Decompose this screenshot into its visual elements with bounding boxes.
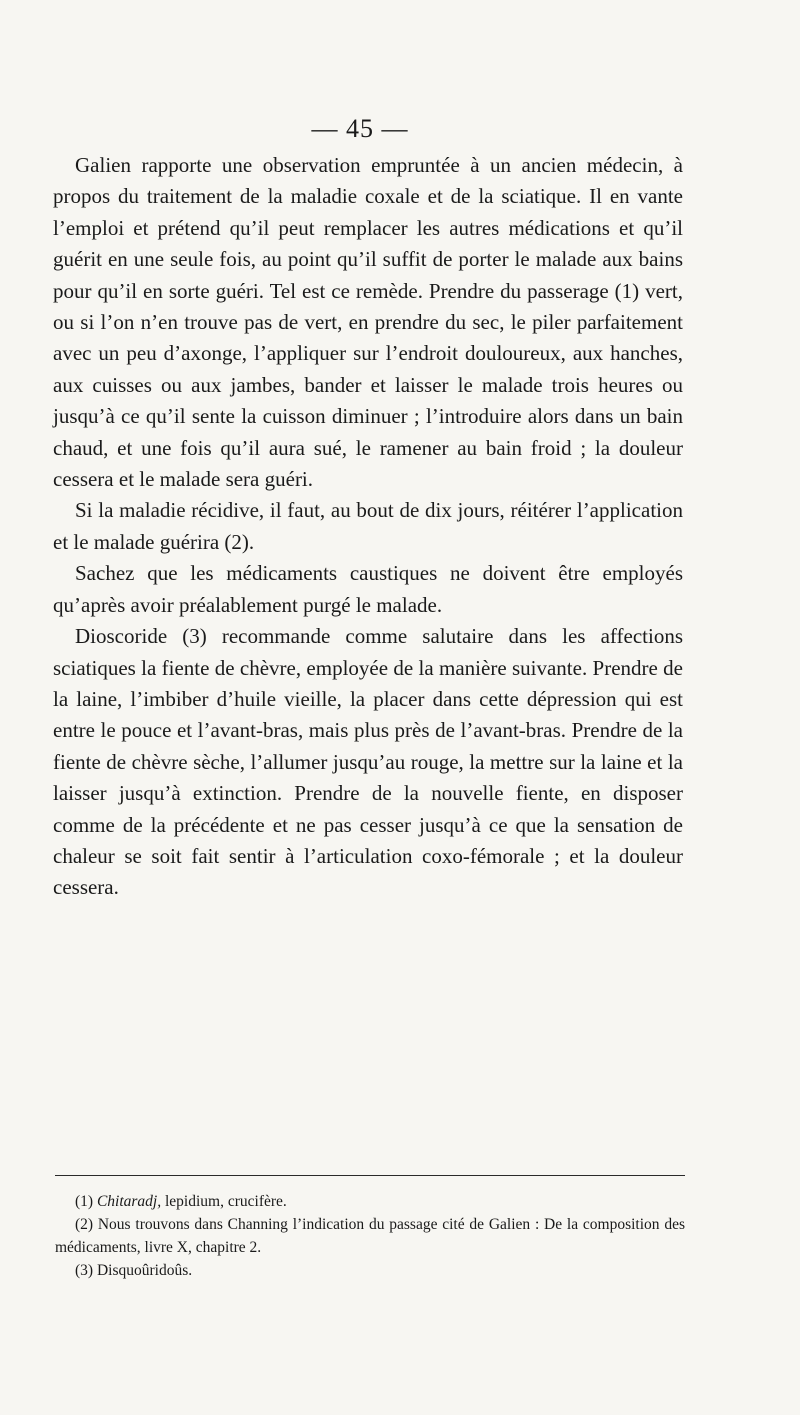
footnotes (55, 1190, 685, 1282)
footnote-1-marker: (1) (75, 1193, 94, 1210)
footnote-2: (2) Nous trouvons dans Channing l’indication du passage cité de Galien : De la composition des médicaments, livre X, chapitre 2. (55, 1216, 685, 1256)
footnote-3: (3) Disquoûridoûs. (75, 1262, 193, 1279)
body-text (53, 150, 683, 904)
footnote-1 (55, 1190, 685, 1213)
paragraph-dioscoride: Dioscoride (3) recommande comme salutaire dans les affections sciatiques la fiente de chèvre, employée de la manière suivante. Prendre de la laine, l’imbiber d’huile vieille, la placer dans cette dépression qui est entre le pouce et l’avant-bras, mais plus près de l’avant-bras. Prendre de la fiente de chèvre sèche, l’allumer jusqu’au rouge, la mettre sur la laine et la laisser jusqu’à extinction. Prendre de la nouvelle fiente, en disposer comme de la précédente et ne pas cesser jusqu’à ce que la sensation de chaleur se soit fait sentir à l’articulation coxo-fémorale ; et la douleur cessera. (53, 624, 683, 900)
paragraph-recidive: Si la maladie récidive, il faut, au bout de dix jours, réitérer l’application et le malade guérira (2). (53, 498, 683, 554)
paragraph-caustiques: Sachez que les médicaments caustiques ne doivent être employés qu’après avoir préalablement purgé le malade. (53, 561, 683, 617)
footnote-1-text: lepidium, crucifère. (161, 1193, 287, 1210)
page-number: — 45 — (311, 114, 409, 143)
footnote-1-term: Chitaradj, (96, 1193, 162, 1210)
footnote-rule (55, 1175, 685, 1176)
paragraph-galien: Galien rapporte une observation empruntée à un ancien médecin, à propos du traitement de la maladie coxale et de la sciatique. Il en vante l’emploi et prétend qu’il peut remplacer les autres médications et qu’il guérit en une seule fois, au point qu’il suffit de porter le malade aux bains pour qu’il en sorte guéri. Tel est ce remède. Prendre du passerage (1) vert, ou si l’on n’en trouve pas de vert, en prendre du sec, le piler parfaitement avec un peu d’axonge, l’appliquer sur l’endroit douloureux, aux hanches, aux cuisses ou aux jambes, bander et laisser le malade trois heures ou jusqu’à ce qu’il sente la cuisson diminuer ; l’introduire alors dans un bain chaud, et une fois qu’il aura sué, le ramener au bain froid ; la douleur cessera et le malade sera guéri. (53, 153, 683, 492)
